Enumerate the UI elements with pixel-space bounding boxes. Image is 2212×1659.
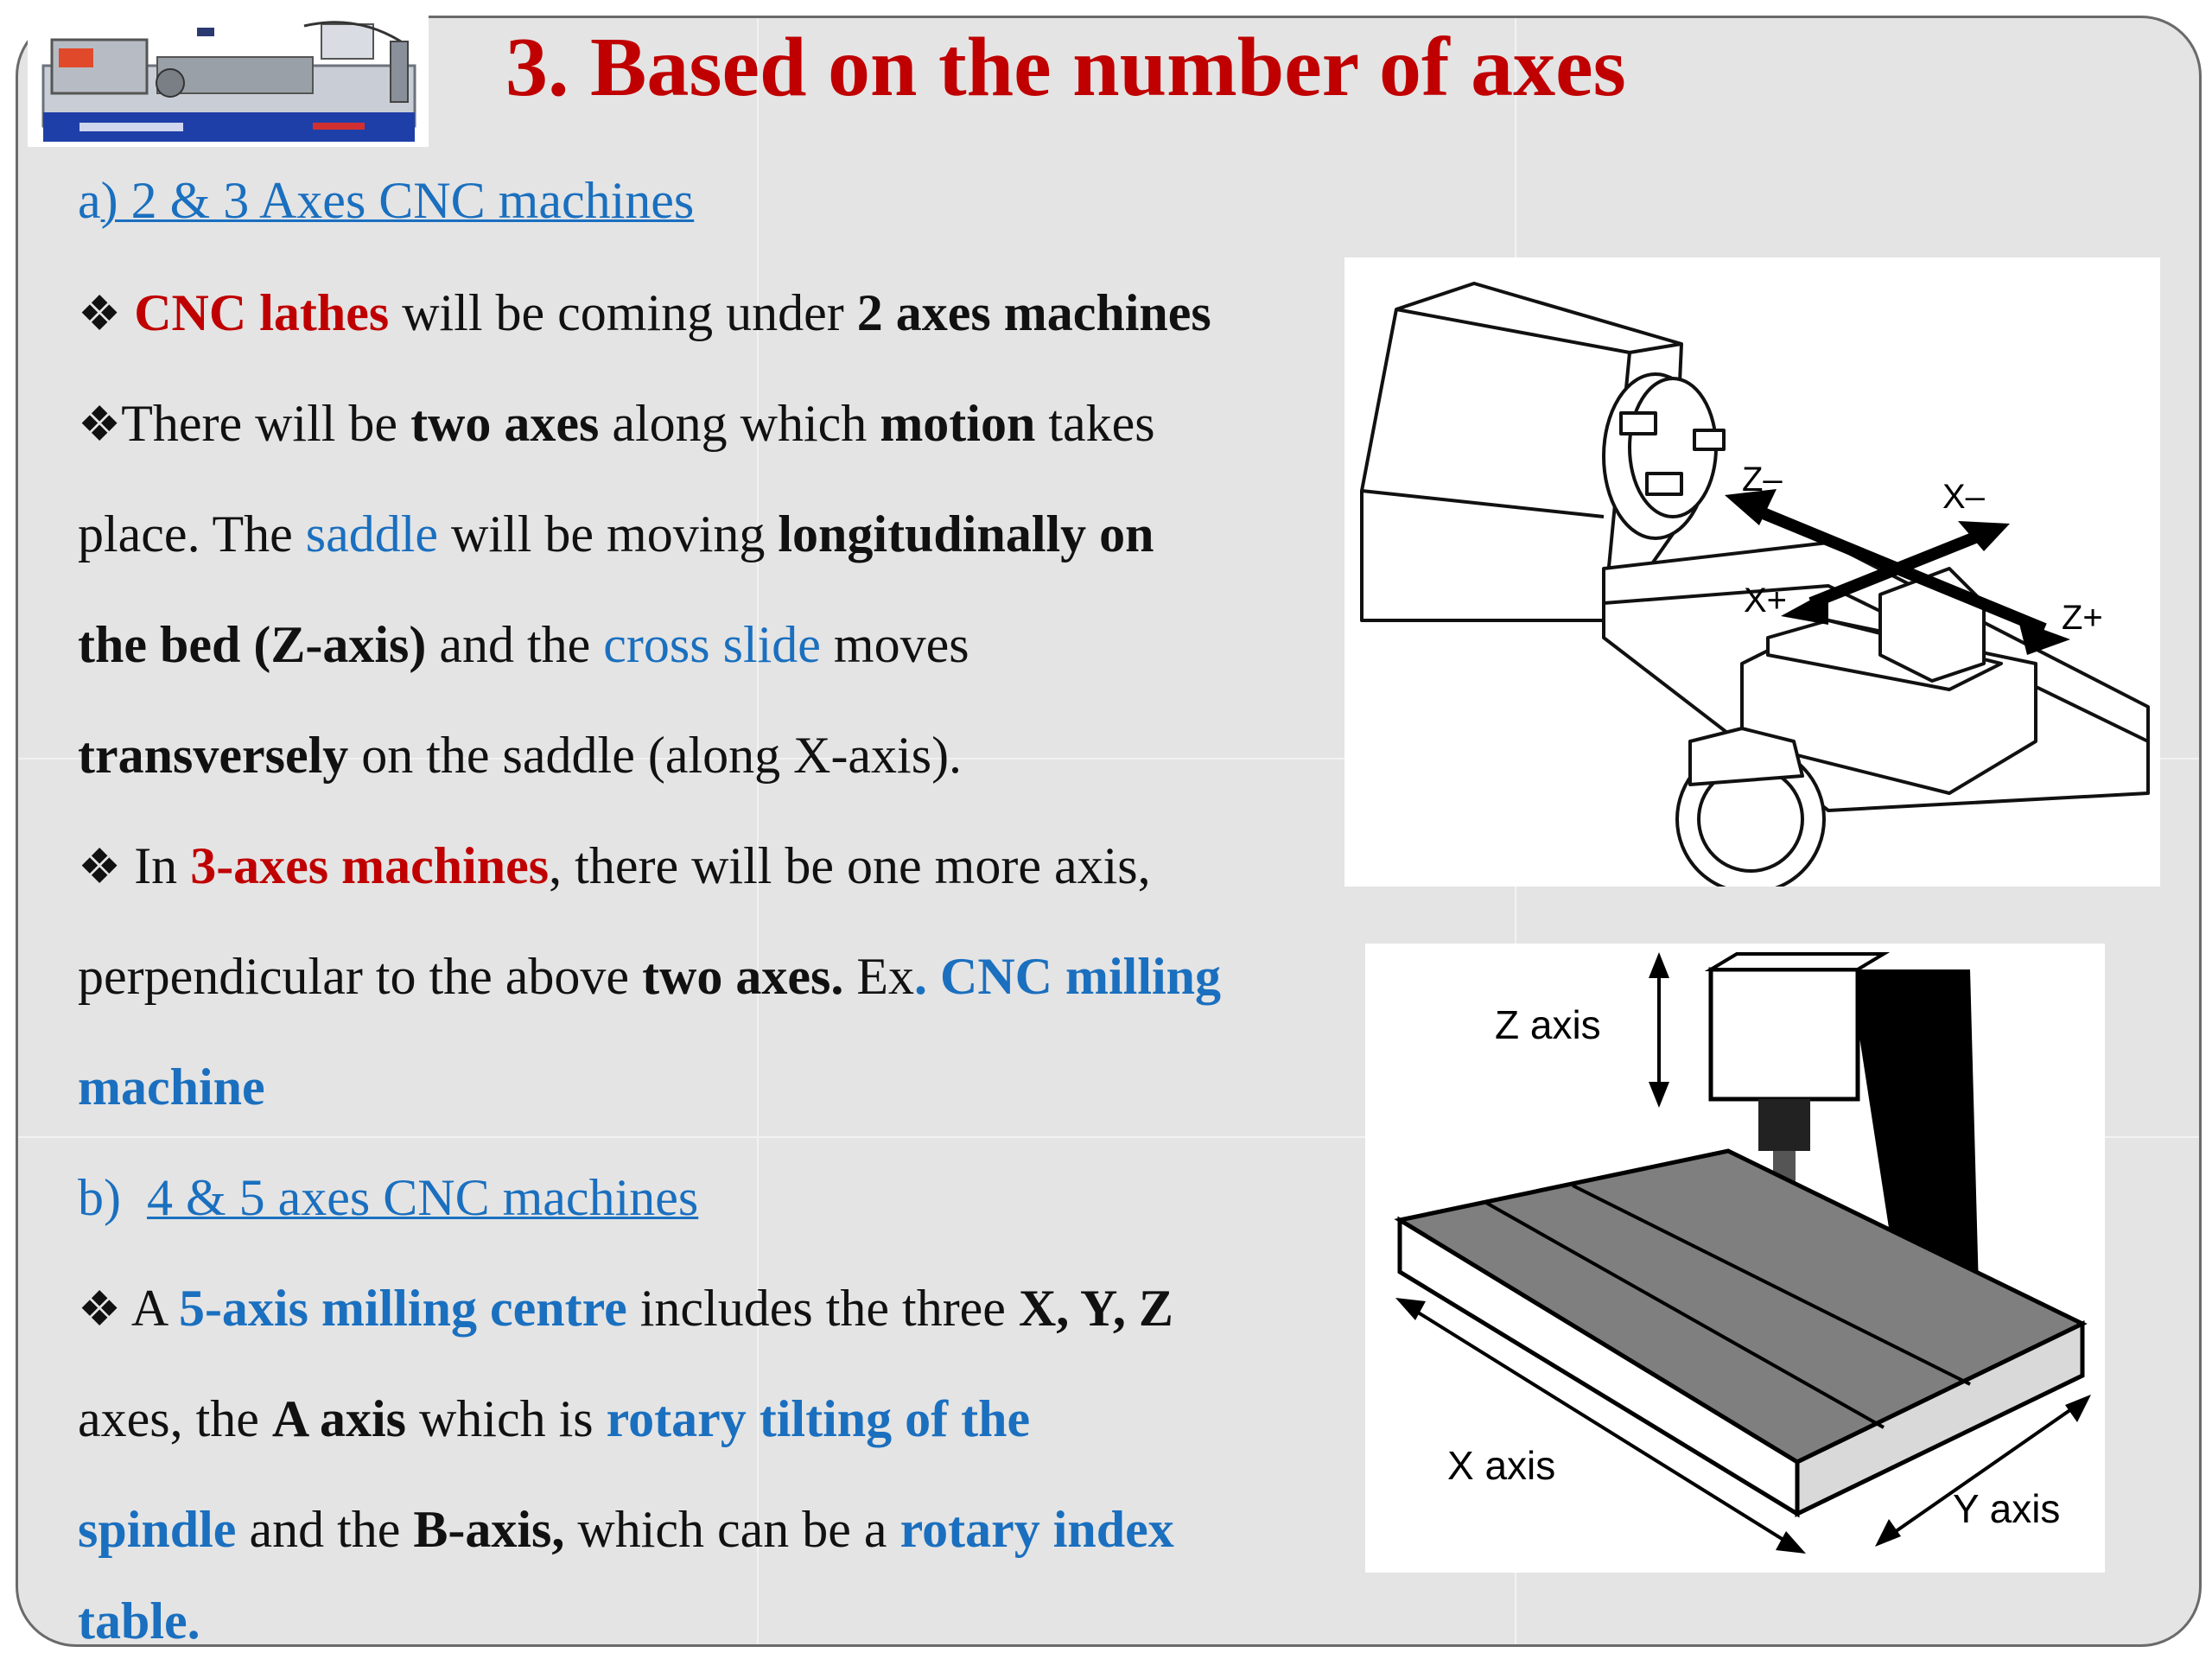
section-a-bullet-2-line-1: ❖There will be two axes along which motion takes xyxy=(78,395,1155,452)
lathe-machine-logo xyxy=(28,16,429,147)
section-b-heading: b) 4 & 5 axes CNC machines xyxy=(78,1169,699,1226)
z-axis-label: Z axis xyxy=(1495,1002,1601,1047)
section-a-bullet-3-line-1: ❖ In 3-axes machines, there will be one more axis, xyxy=(78,837,1151,894)
section-a-bullet-3-line-2: perpendicular to the above two axes. Ex. CNC milling xyxy=(78,948,1222,1005)
section-a-bullet-3-line-3: machine xyxy=(78,1058,265,1116)
section-a-bullet-2-line-3: the bed (Z-axis) and the cross slide moves xyxy=(78,616,969,673)
section-b-bullet-1-line-2: axes, the A axis which is rotary tilting of the xyxy=(78,1390,1031,1447)
y-axis-label: Y axis xyxy=(1953,1486,2061,1531)
slide-title: 3. Based on the number of axes xyxy=(505,21,1626,114)
z-minus-label: Z– xyxy=(1742,461,1783,499)
section-b-bullet-1-line-4: table. xyxy=(78,1592,200,1649)
x-plus-label: X+ xyxy=(1744,582,1788,620)
section-a-heading: a) 2 & 3 Axes CNC machines xyxy=(78,172,695,229)
bullet-icon: ❖ xyxy=(78,1283,122,1337)
x-axis-label: X axis xyxy=(1447,1443,1556,1488)
bullet-icon: ❖ xyxy=(78,841,122,894)
section-a-bullet-1: ❖ CNC lathes will be coming under 2 axes machines xyxy=(78,284,1211,341)
section-a-bullet-2-line-2: place. The saddle will be moving longitudinally on xyxy=(78,505,1154,563)
section-b-bullet-1-line-1: ❖ A 5-axis milling centre includes the three X, Y, Z xyxy=(78,1280,1173,1337)
section-a-bullet-2-line-4: transversely on the saddle (along X-axis). xyxy=(78,727,963,784)
bullet-icon: ❖ xyxy=(78,398,122,452)
z-plus-label: Z+ xyxy=(2062,599,2103,637)
x-minus-label: X– xyxy=(1942,478,1985,516)
milling-axes-figure xyxy=(1365,944,2105,1573)
lathe-axes-figure xyxy=(1344,257,2160,887)
section-b-bullet-1-line-3: spindle and the B-axis, which can be a rotary index xyxy=(78,1501,1174,1558)
bullet-icon: ❖ xyxy=(78,288,122,341)
